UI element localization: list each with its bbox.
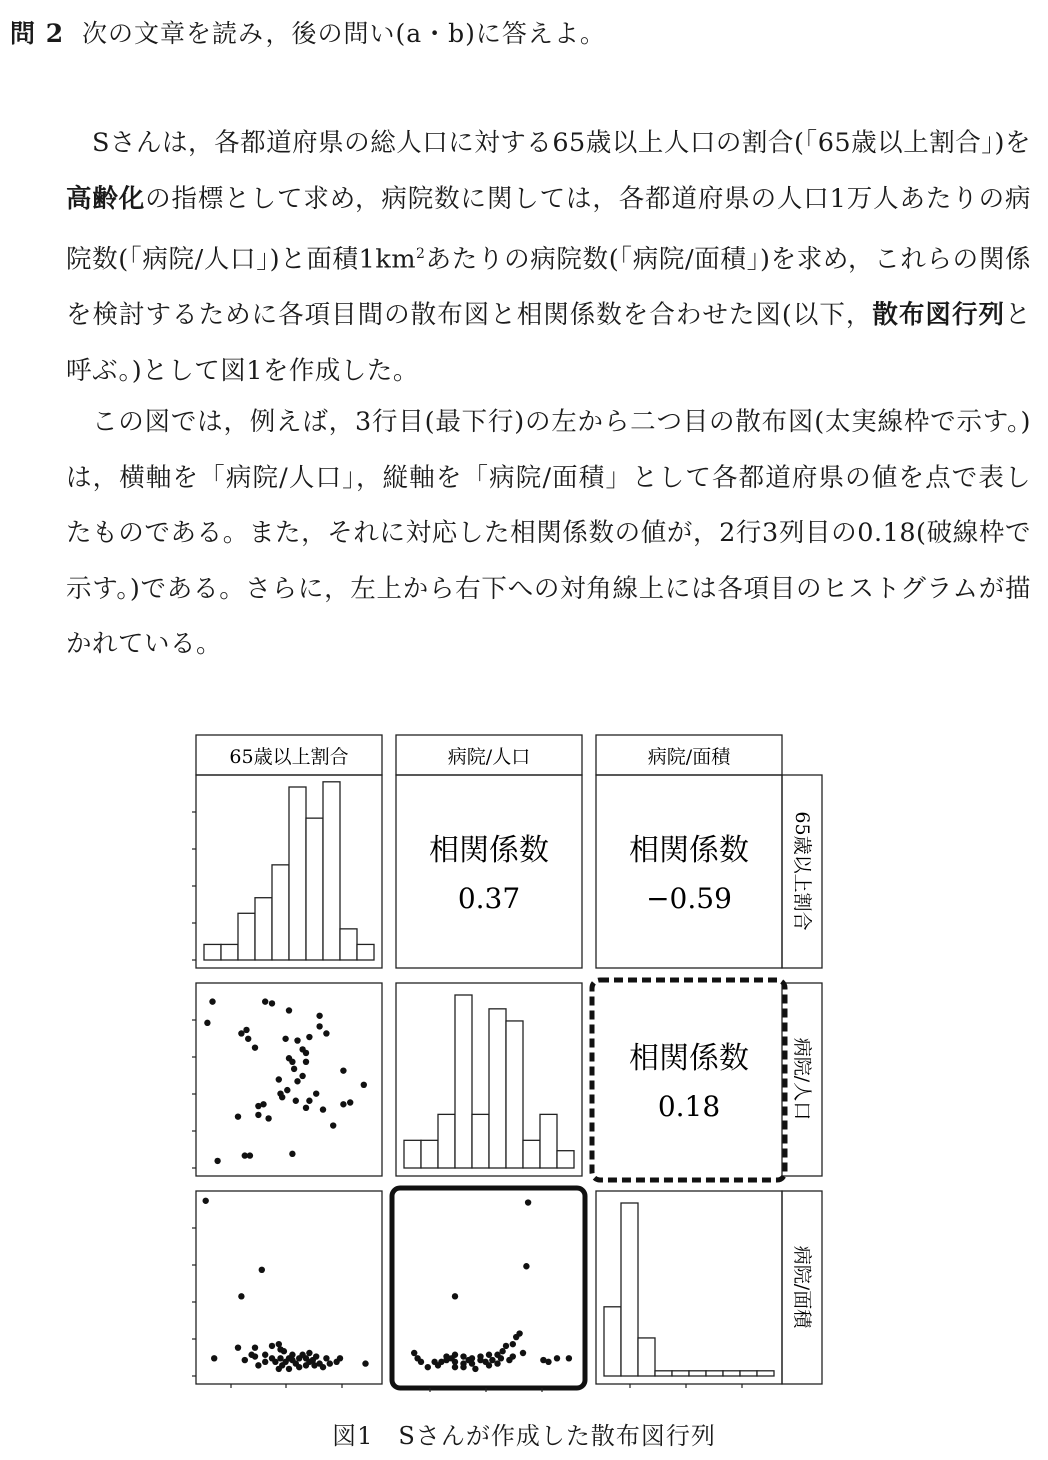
scatter-hosppop-hosparea-point [431, 1359, 437, 1365]
scatter-aging-hosppop-point [269, 1000, 275, 1006]
hist-hosp-area-bar [689, 1371, 706, 1376]
scatter-aging-hosppop-point [323, 1030, 329, 1036]
corr-value-1-2: 0.37 [457, 882, 521, 915]
scatter-aging-hosparea-point [272, 1359, 278, 1365]
scatter-aging-hosparea-point [327, 1360, 333, 1366]
scatter-hosppop-hosparea-point [486, 1362, 492, 1368]
paragraph-2-text: この図では，例えば，3行目(最下行)の左から二つ目の散布図(太実線枠で示す。)は，横軸を「病院/人口」，縦軸を「病院/面積」として各都道府県の値を点で表したものである。また，それに対応した相関係数の値が，2行3列目の0.18(破線枠で示す。)である。さらに，左上から右下への対角線上には各項目のヒストグラムが描かれている。 [66, 407, 1031, 659]
scatter-aging-hosppop-point [242, 1152, 248, 1158]
scatter-aging-hosparea-point [211, 1355, 217, 1361]
scatter-aging-hosparea-point [262, 1352, 268, 1358]
question-text: 次の文章を読み，後の問い(a・b)に答えよ。 [82, 19, 606, 48]
paragraph-1-segment: 高齢化 [66, 183, 146, 214]
scatter-hosppop-hosparea-point [460, 1364, 466, 1370]
scatter-aging-hosppop-point [294, 1078, 300, 1084]
scatter-aging-hosppop-point [330, 1122, 336, 1128]
scatter-hosppop-hosparea-point [443, 1353, 449, 1359]
scatter-aging-hosparea-point [337, 1355, 343, 1361]
scatter-aging-hosppop-point [289, 1151, 295, 1157]
hist-aging-bar [221, 944, 238, 960]
scatter-aging-hosppop-point [260, 1101, 266, 1107]
scatter-aging-hosppop-point [277, 1090, 283, 1096]
hist-hosp-pop-bar [421, 1140, 438, 1168]
hist-aging-bar [272, 865, 289, 960]
scatter-aging-hosparea-point [276, 1366, 282, 1372]
scatter-hosppop-hosparea-point [513, 1334, 519, 1340]
hist-hosp-pop-bar [455, 995, 472, 1168]
hist-aging-bar [289, 787, 306, 960]
scatter-aging-hosppop-point [286, 1007, 292, 1013]
hist-hosp-pop-bar [489, 1009, 506, 1168]
scatter-aging-hosparea-point [306, 1350, 312, 1356]
row-header-aging: 65歳以上割合 [791, 811, 813, 931]
scatter-hosppop-hosparea-point [525, 1199, 531, 1205]
hist-hosp-pop-bar [523, 1140, 540, 1168]
paragraph-1-segment: と呼ぶ。)として図1を作成した。 [66, 300, 1031, 386]
scatter-aging-hosparea-point [313, 1353, 319, 1359]
paragraph-1-segment: Sさんは，各都道府県の総人口に対する65歳以上人口の割合(「65歳以上割合」)を [92, 128, 1031, 158]
scatter-aging-hosparea-point [259, 1267, 265, 1273]
chart-marks [203, 782, 775, 1376]
scatter-hosppop-hosparea-point [452, 1364, 458, 1370]
scatter-hosppop-hosparea-point [520, 1350, 526, 1356]
hist-hosp-pop-bar [404, 1140, 421, 1168]
hist-hosp-area-bar [706, 1371, 723, 1376]
scatter-aging-hosparea-point [281, 1348, 287, 1354]
hist-hosp-area-bar [655, 1371, 672, 1376]
scatter-hosppop-hosparea-point [566, 1355, 572, 1361]
hist-aging-bar [357, 944, 374, 960]
scatter-aging-hosparea-point [252, 1344, 258, 1350]
scatter-hosppop-hosparea-point [554, 1355, 560, 1361]
scatter-aging-hosppop-point [255, 1112, 261, 1118]
scatter-hosppop-hosparea-point [510, 1353, 516, 1359]
corr-value-2-3: 0.18 [657, 1090, 721, 1123]
scatter-aging-hosparea-point [242, 1357, 248, 1363]
scatter-aging-hosparea-point [311, 1362, 317, 1368]
scatter-hosppop-hosparea-point [418, 1359, 424, 1365]
scatter-aging-hosppop-point [316, 1023, 322, 1029]
col-header-aging: 65歳以上割合 [229, 746, 349, 768]
hist-aging-bar [340, 929, 357, 960]
scatter-hosppop-hosparea-point [425, 1364, 431, 1370]
scatter-aging-hosparea-point [286, 1366, 292, 1372]
scatter-aging-hosparea-point [235, 1344, 241, 1350]
hist-hosp-pop-bar [540, 1114, 557, 1168]
scatter-aging-hosppop-point [313, 1090, 319, 1096]
panel-1-2 [396, 775, 582, 968]
corr-label-1-3: 相関係数 [629, 833, 749, 868]
hist-hosp-area-bar [638, 1338, 655, 1376]
scatter-aging-hosppop-point [289, 1059, 295, 1065]
col-header-hosp-area: 病院/面積 [647, 746, 731, 768]
scatter-aging-hosparea-point [299, 1352, 305, 1358]
scatter-aging-hosppop-point [299, 1073, 305, 1079]
scatter-aging-hosppop-point [294, 1037, 300, 1043]
scatter-hosppop-hosparea-point [486, 1352, 492, 1358]
col-header-hosp-pop: 病院/人口 [447, 746, 531, 768]
scatter-aging-hosparea-point [255, 1362, 261, 1368]
scatter-aging-hosppop-point [209, 998, 215, 1004]
hist-aging-bar [323, 782, 340, 960]
scatter-hosppop-hosparea-point [498, 1355, 504, 1361]
hist-hosp-area-bar [604, 1307, 621, 1376]
paragraph-1-segment: あたりの病院数(「病院/面積」)を求め，これらの関係を検討するために各項目間の散布図と相関係数を合わせた図(以下， [66, 244, 1031, 330]
question-number: 問 2 [10, 19, 65, 48]
paragraph-1-segment: の指標として求め，病院数に関しては，各都道府県の人口1万人あたりの病院数(「病院/人口」)と面積1km [66, 183, 1031, 275]
scatter-aging-hosppop-point [316, 1013, 322, 1019]
scatter-aging-hosparea-point [320, 1364, 326, 1370]
scatter-aging-hosppop-point [293, 1098, 299, 1104]
scatter-hosppop-hosparea-point [411, 1350, 417, 1356]
hist-aging-bar [255, 898, 272, 960]
hist-aging-bar [238, 913, 255, 960]
scatter-hosppop-hosparea-point [540, 1357, 546, 1363]
hist-aging-bar [204, 944, 221, 960]
scatter-aging-hosppop-point [252, 1044, 258, 1050]
scatter-aging-hosparea-point [262, 1359, 268, 1365]
scatter-aging-hosppop-point [245, 1036, 251, 1042]
dashed-frame-panel-2-3 [592, 980, 785, 1180]
scatter-aging-hosppop-point [262, 998, 268, 1004]
scatter-aging-hosppop-point [276, 1076, 282, 1082]
scatter-aging-hosppop-point [320, 1106, 326, 1112]
hist-hosp-area-bar [723, 1371, 740, 1376]
scatter-aging-hosppop-point [303, 1059, 309, 1065]
row-header-hosp-pop: 病院/人口 [791, 1037, 813, 1121]
scatter-aging-hosppop-point [361, 1082, 367, 1088]
corr-label-1-2: 相関係数 [429, 833, 549, 868]
hist-hosp-area-bar [672, 1371, 689, 1376]
scatter-aging-hosppop-point [235, 1113, 241, 1119]
scatter-aging-hosparea-point [323, 1355, 329, 1361]
corr-value-1-3: −0.59 [646, 882, 732, 915]
scatter-aging-hosppop-point [214, 1158, 220, 1164]
scatter-aging-hosparea-point [303, 1362, 309, 1368]
scatter-aging-hosparea-point [362, 1360, 368, 1366]
scatter-hosppop-hosparea-point [503, 1343, 509, 1349]
hist-hosp-area-bar [621, 1203, 638, 1376]
scatter-aging-hosparea-point [269, 1343, 275, 1349]
scatter-aging-hosppop-point [303, 1050, 309, 1056]
scatter-hosppop-hosparea-point [472, 1366, 478, 1372]
scatter-aging-hosppop-point [306, 1098, 312, 1104]
hist-aging-bar [306, 818, 323, 960]
scatter-hosppop-hosparea-point [523, 1263, 529, 1269]
scatter-hosppop-hosparea-point [465, 1357, 471, 1363]
scatter-aging-hosppop-point [204, 1020, 210, 1026]
corr-label-2-3: 相関係数 [629, 1041, 749, 1076]
hist-hosp-pop-bar [506, 1021, 523, 1168]
paragraph-1-segment: 散布図行列 [872, 300, 1005, 330]
panel-1-3 [596, 775, 782, 968]
hist-hosp-pop-bar [557, 1151, 574, 1168]
scatter-hosppop-hosparea-point [510, 1341, 516, 1347]
hist-hosp-area-bar [740, 1371, 757, 1376]
hist-hosp-pop-bar [472, 1114, 489, 1168]
hist-hosp-area-bar [757, 1371, 774, 1376]
scatter-aging-hosppop-point [284, 1087, 290, 1093]
paragraph-1-segment: 2 [416, 246, 426, 262]
scatter-aging-hosppop-point [306, 1034, 312, 1040]
figure-caption: 図1 Sさんが作成した散布図行列 [332, 1422, 716, 1450]
scatter-aging-hosparea-point [203, 1198, 209, 1204]
scatter-hosppop-hosparea-point [452, 1293, 458, 1299]
row-header-hosp-area: 病院/面積 [791, 1245, 813, 1329]
scatter-aging-hosparea-point [296, 1364, 302, 1370]
scatter-aging-hosparea-point [238, 1293, 244, 1299]
scatter-aging-hosppop-point [303, 1105, 309, 1111]
panel-3-1 [196, 1191, 382, 1384]
scatter-aging-hosparea-point [289, 1352, 295, 1358]
scatter-aging-hosppop-point [347, 1099, 353, 1105]
scatter-aging-hosppop-point [340, 1067, 346, 1073]
scatter-aging-hosppop-point [340, 1101, 346, 1107]
hist-hosp-pop-bar [438, 1114, 455, 1168]
scatter-aging-hosparea-point [252, 1353, 258, 1359]
scatter-aging-hosppop-point [282, 1036, 288, 1042]
scatter-aging-hosppop-point [238, 1030, 244, 1036]
scatter-aging-hosppop-point [291, 1066, 297, 1072]
scatter-hosppop-hosparea-point [494, 1360, 500, 1366]
scatter-aging-hosppop-point [265, 1115, 271, 1121]
